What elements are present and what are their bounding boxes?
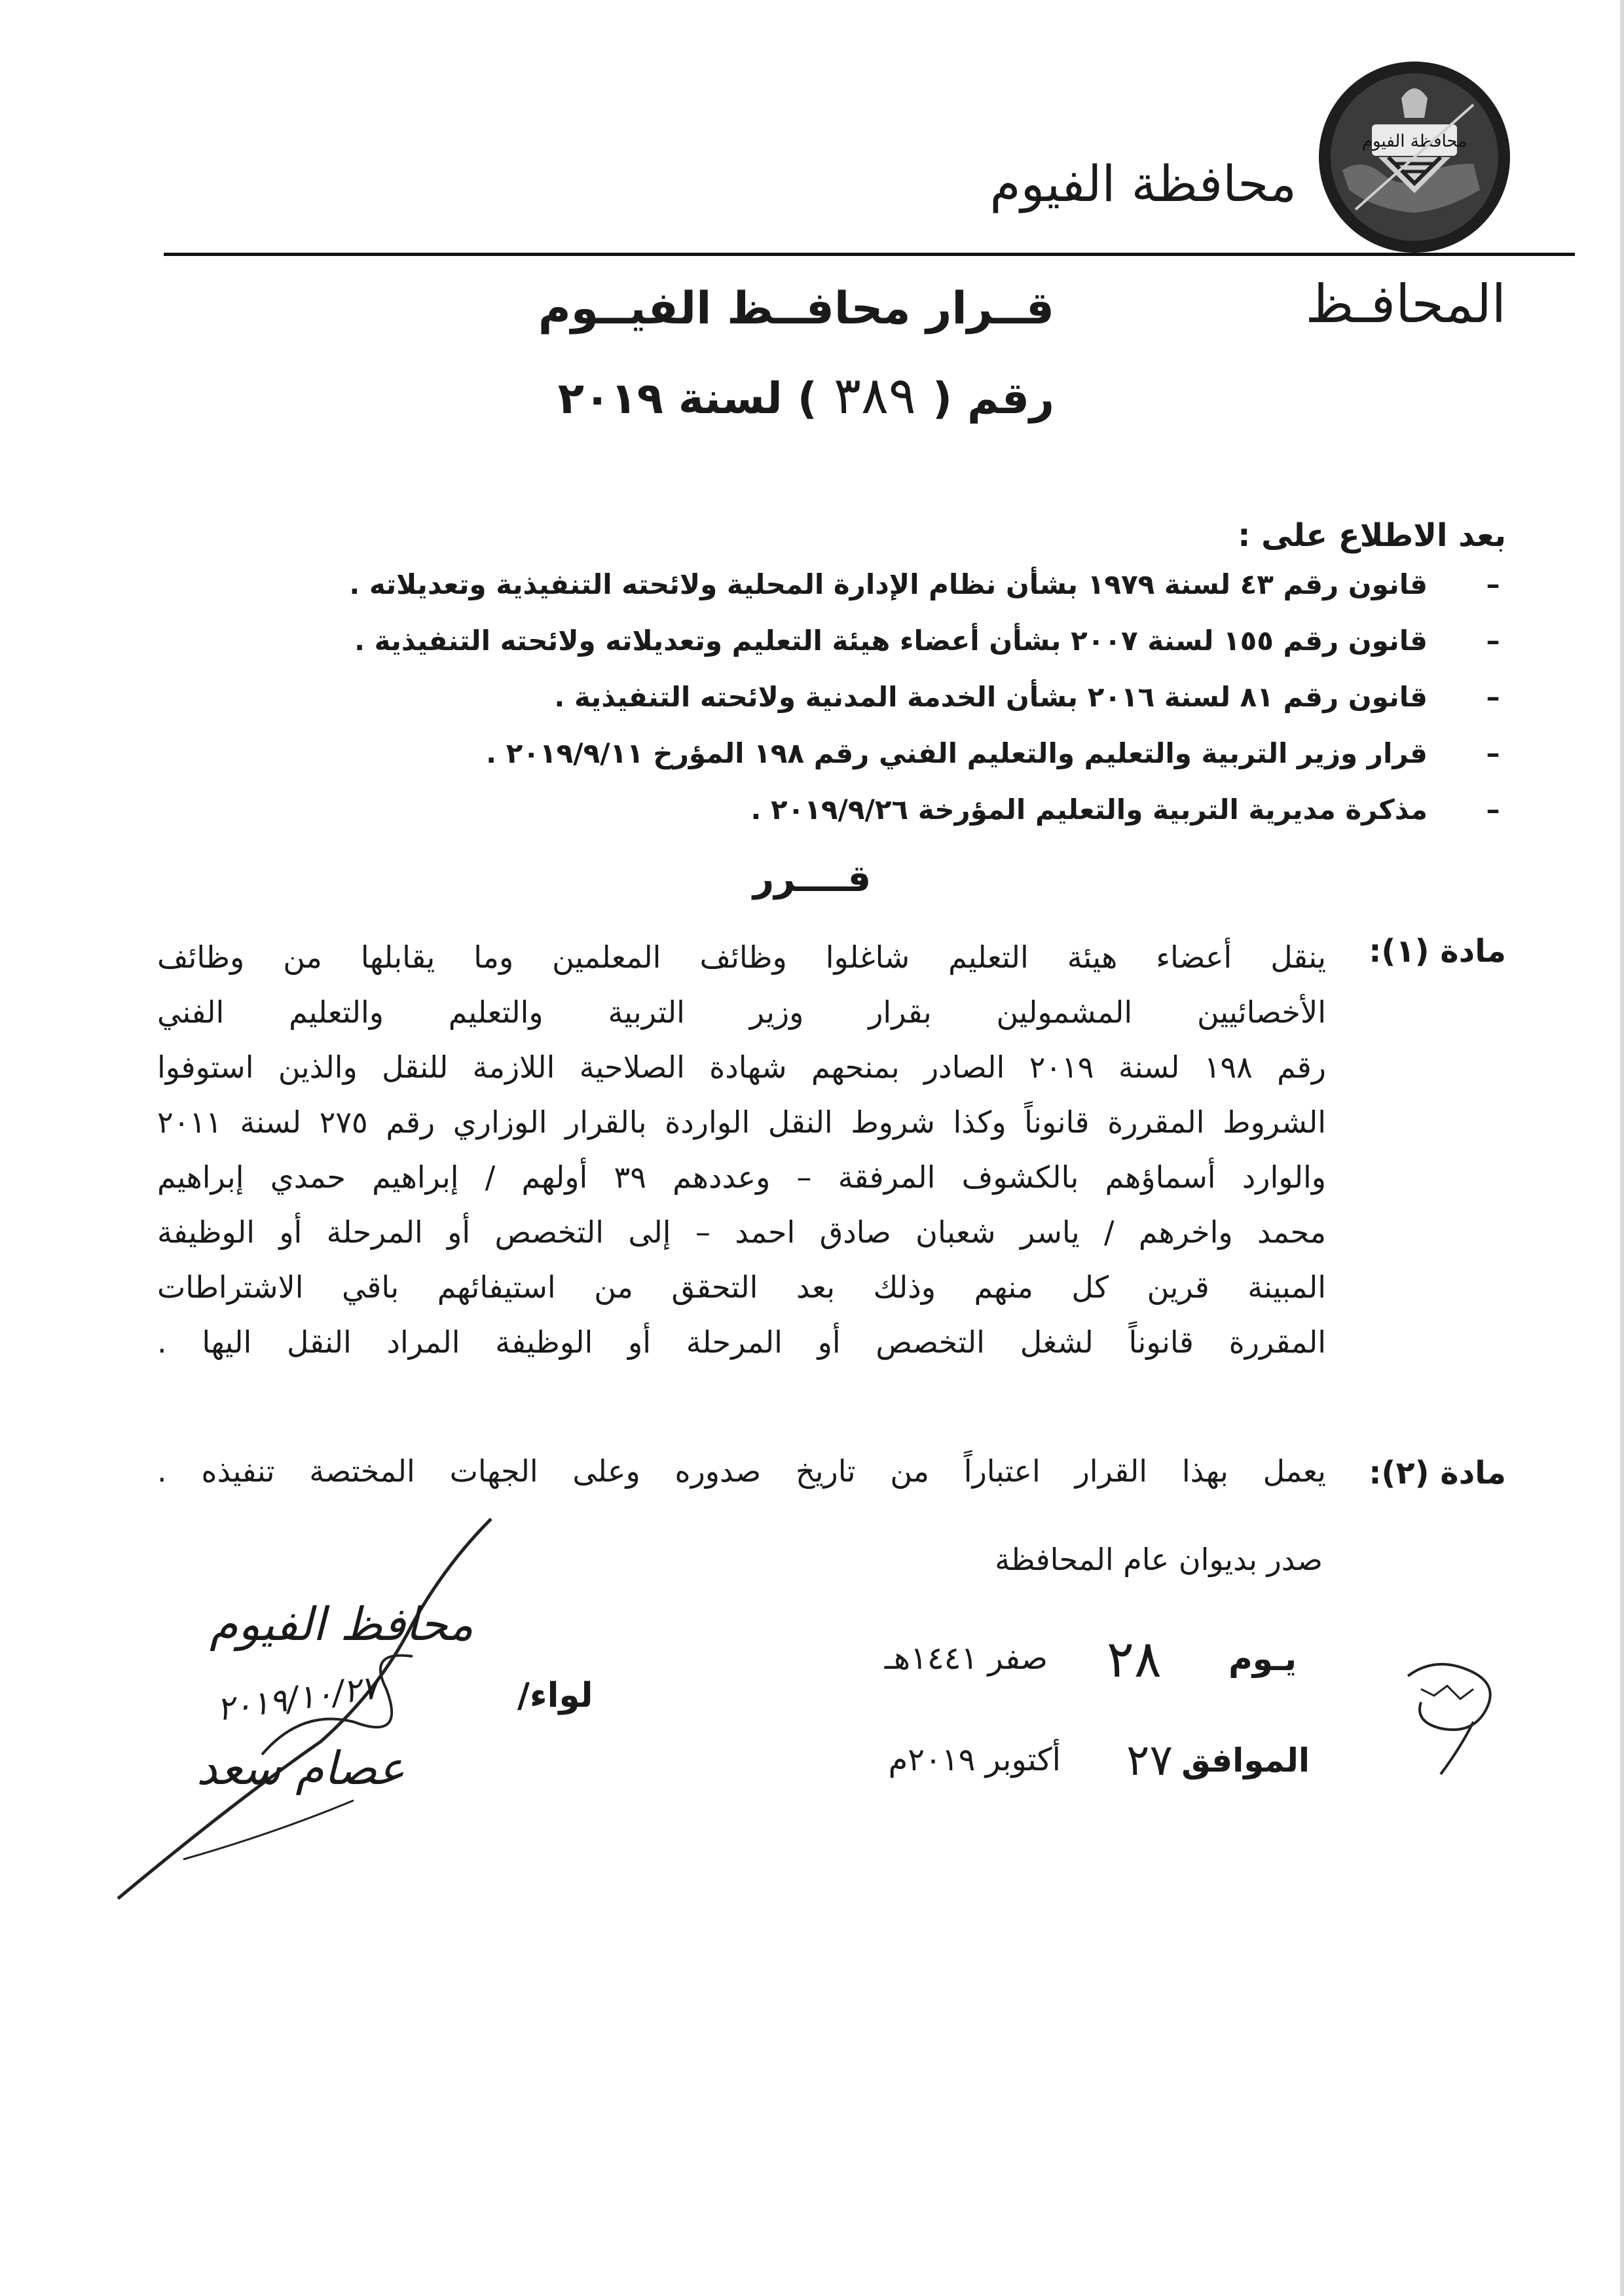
article-1-label: مادة (١): (1369, 933, 1506, 970)
preamble-item: – قانون رقم ١٥٥ لسنة ٢٠٠٧ بشأن أعضاء هيئة التعليم وتعديلاته ولائحته التنفيذية . (354, 625, 1500, 657)
article-line: المبينة قرين كل منهم وذلك بعد التحقق من استيفائهم باقي الاشتراطات (157, 1269, 1326, 1305)
signatory-rank: لواء/ (517, 1676, 593, 1715)
signature-date: ٢٠١٩/١٠/٢٧ (214, 1667, 381, 1729)
article-line: ينقل أعضاء هيئة التعليم شاغلوا وظائف المعلمين وما يقابلها من وظائف (157, 939, 1326, 975)
preamble-item: – مذكرة مديرية التربية والتعليم المؤرخة ٢٠١٩/٩/٢٦ . (750, 793, 1500, 826)
signature-title: محافظ الفيوم (210, 1597, 473, 1651)
decree-number-line (558, 367, 1054, 426)
article-line: المقررة قانوناً لشغل التخصص أو المرحلة أو الوظيفة المراد النقل اليها . (157, 1324, 1326, 1360)
article-line: والوارد أسماؤهم بالكشوف المرفقة – وعددهم ٣٩ أولهم / إبراهيم حمدي إبراهيم (157, 1159, 1326, 1195)
corresponding-number: ٢٧ (1126, 1735, 1173, 1785)
scan-edge (1620, 0, 1624, 2296)
svg-text:محافظة الفيوم: محافظة الفيوم (1361, 132, 1467, 151)
corresponding-label: الموافق (1181, 1741, 1310, 1779)
article-line: الأخصائيين المشمولين بقرار وزير التربية والتعليم والتعليم الفني (157, 994, 1326, 1030)
decree-number: ٣٨٩ (834, 367, 916, 426)
signatory-name: عصام سعد (196, 1741, 405, 1795)
gregorian-date: أكتوبر ٢٠١٩م (888, 1741, 1061, 1778)
decree-title: قــرار محافــظ الفيــوم (538, 283, 1054, 335)
issued-at: صدر بديوان عام المحافظة (995, 1542, 1323, 1577)
governorate-seal-icon (1316, 59, 1513, 255)
governorate-name: محافظة الفيوم (989, 155, 1297, 213)
decided-heading: قــــرر (752, 858, 872, 900)
preamble-item: – قانون رقم ٨١ لسنة ٢٠١٦ بشأن الخدمة المدنية ولائحته التنفيذية . (554, 681, 1500, 713)
decree-number-prefix: رقم ( (932, 373, 1054, 424)
hijri-date: صفر ١٤٤١هـ (884, 1640, 1048, 1677)
preamble-item: – قانون رقم ٤٣ لسنة ١٩٧٩ بشأن نظام الإدارة المحلية ولائحته التنفيذية وتعديلاته . (349, 568, 1500, 600)
preamble-list (131, 568, 1506, 850)
header-divider (164, 253, 1575, 256)
day-label: يـوم (1228, 1640, 1297, 1678)
article-line: الشروط المقررة قانوناً وكذا شروط النقل الواردة بالقرار الوزاري رقم ٢٧٥ لسنة ٢٠١١ (157, 1104, 1327, 1140)
article-2-label: مادة (٢): (1369, 1455, 1506, 1491)
article-2-body: يعمل بهذا القرار اعتباراً من تاريخ صدوره وعلى الجهات المختصة تنفيذه . (157, 1453, 1326, 1489)
article-line: محمد واخرهم / ياسر شعبان صادق احمد – إلى التخصص أو المرحلة أو الوظيفة (157, 1214, 1326, 1250)
preamble-heading: بعد الاطلاع على : (1238, 517, 1506, 554)
day-number: ٢٨ (1107, 1630, 1162, 1689)
preamble-item: – قرار وزير التربية والتعليم والتعليم الفني رقم ١٩٨ المؤرخ ٢٠١٩/٩/١١ . (486, 737, 1500, 769)
decree-number-suffix: ) لسنة ٢٠١٩ (557, 373, 817, 424)
initials-mark-icon (1395, 1650, 1513, 1781)
article-line: رقم ١٩٨ لسنة ٢٠١٩ الصادر بمنحهم شهادة الصلاحية اللازمة للنقل والذين استوفوا (157, 1049, 1326, 1085)
office-label: المحافـظ (1305, 274, 1506, 335)
article-1-body (157, 930, 1326, 1370)
